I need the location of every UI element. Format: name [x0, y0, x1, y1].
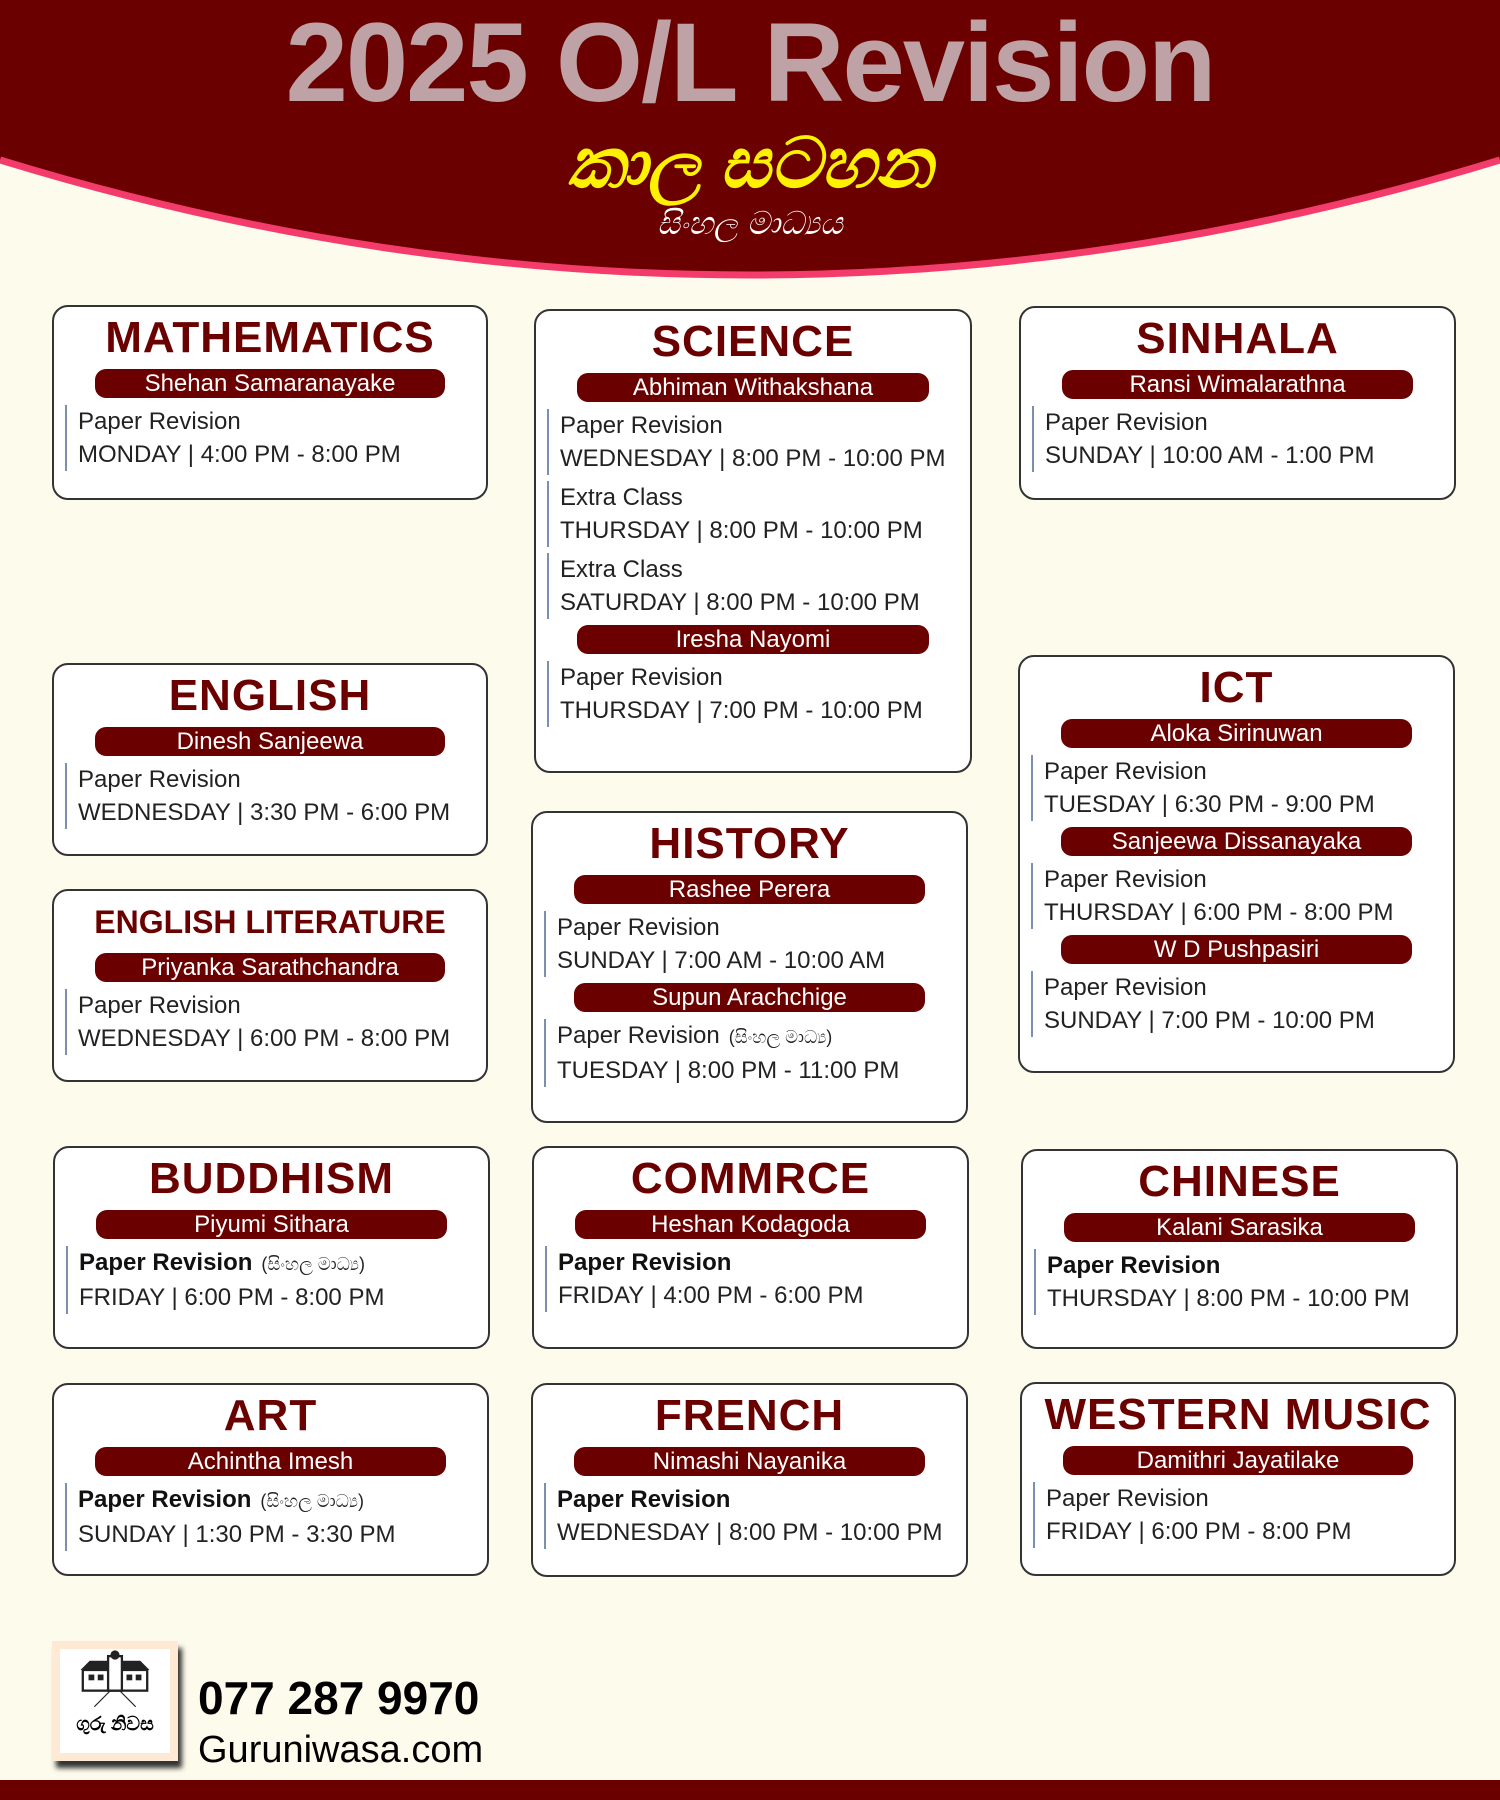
subject-title: ART [223, 1391, 318, 1440]
schedule-entry [545, 1246, 958, 1312]
logo-text: ගුරු නිවස [76, 1714, 154, 1735]
class-type: Paper Revision [1047, 1252, 1221, 1279]
subject-card-ict [1018, 655, 1455, 1073]
class-time: WEDNESDAY | 8:00 PM - 10:00 PM [557, 1519, 943, 1546]
medium-note: (සිංහල මාධ්‍ය) [728, 1027, 833, 1047]
class-time: THURSDAY | 7:00 PM - 10:00 PM [560, 697, 923, 724]
subject-title: BUDDHISM [148, 1154, 395, 1203]
class-type: Paper Revision [79, 1249, 253, 1276]
teacher-name-badge: Shehan Samaranayake [95, 369, 445, 398]
subject-title: FRENCH [654, 1391, 845, 1440]
schedule-entry [544, 1019, 957, 1087]
subject-title: WESTERN MUSIC [1044, 1390, 1432, 1439]
class-type: Paper Revision [1044, 758, 1207, 785]
class-time: TUESDAY | 6:30 PM - 9:00 PM [1044, 791, 1375, 818]
class-time: THURSDAY | 8:00 PM - 10:00 PM [1047, 1285, 1410, 1312]
class-time: FRIDAY | 6:00 PM - 8:00 PM [1046, 1518, 1352, 1545]
class-type: Paper Revision [558, 1249, 732, 1276]
schedule-entry [544, 1483, 957, 1549]
schedule-entry [1032, 406, 1445, 472]
class-type: Paper Revision [560, 664, 723, 691]
teacher-name-badge: Kalani Sarasika [1064, 1213, 1415, 1242]
schedule-entry [65, 1483, 478, 1551]
class-type: Paper Revision [1045, 409, 1208, 436]
medium-note: (සිංහල මාධ්‍ය) [260, 1491, 364, 1511]
teacher-name-badge: Nimashi Nayanika [574, 1447, 925, 1476]
schedule-entry [547, 481, 961, 547]
subject-title: ENGLISH LITERATURE [94, 904, 446, 940]
teacher-name-badge: W D Pushpasiri [1061, 935, 1412, 964]
teacher-name-badge: Heshan Kodagoda [575, 1210, 926, 1239]
class-time: THURSDAY | 8:00 PM - 10:00 PM [560, 517, 923, 544]
teacher-name-badge: Abhiman Withakshana [577, 373, 929, 402]
schedule-entry [1033, 1482, 1445, 1548]
class-type: Paper Revision [78, 766, 241, 793]
building-icon [69, 1649, 161, 1707]
schedule-entry [1031, 971, 1444, 1037]
subject-title: SINHALA [1136, 314, 1339, 363]
teacher-name-badge: Aloka Sirinuwan [1061, 719, 1412, 748]
subject-title: COMMRCE [630, 1154, 871, 1203]
subject-card-english-literature [52, 889, 488, 1082]
class-time: SUNDAY | 1:30 PM - 3:30 PM [78, 1521, 396, 1548]
class-type: Paper Revision [1046, 1485, 1209, 1512]
class-time: WEDNESDAY | 3:30 PM - 6:00 PM [78, 799, 451, 826]
subject-card-art [52, 1383, 489, 1576]
subject-card-chinese [1021, 1149, 1458, 1349]
class-time: FRIDAY | 6:00 PM - 8:00 PM [79, 1284, 385, 1311]
subject-card-buddhism [53, 1146, 490, 1349]
class-time: TUESDAY | 8:00 PM - 11:00 PM [557, 1057, 900, 1084]
footer-bar [0, 1780, 1500, 1800]
teacher-name-badge: Ransi Wimalarathna [1062, 370, 1413, 399]
class-time: THURSDAY | 6:00 PM - 8:00 PM [1044, 899, 1394, 926]
subject-card-commrce [532, 1146, 969, 1349]
schedule-entry [544, 911, 957, 977]
teacher-name-badge: Priyanka Sarathchandra [95, 953, 445, 982]
class-type: Paper Revision [1044, 866, 1207, 893]
class-time: SUNDAY | 7:00 AM - 10:00 AM [557, 947, 886, 974]
phone-number[interactable]: 077 287 9970 [198, 1672, 480, 1724]
teacher-name-badge: Dinesh Sanjeewa [95, 727, 445, 756]
class-type: Paper Revision [557, 1486, 731, 1513]
subject-title: SCIENCE [651, 317, 855, 366]
subject-title: ENGLISH [168, 671, 372, 720]
class-time: WEDNESDAY | 6:00 PM - 8:00 PM [78, 1025, 451, 1052]
subject-card-western-music [1020, 1382, 1456, 1576]
medium-label: සිංහල මාධ්‍යය [657, 205, 843, 241]
teacher-name-badge: Rashee Perera [574, 875, 925, 904]
class-type: Paper Revision [560, 412, 723, 439]
page-subtitle: කාල සටහන [567, 124, 933, 202]
class-type: Paper Revision [78, 408, 241, 435]
class-type: Paper Revision [78, 1486, 252, 1513]
class-time: WEDNESDAY | 8:00 PM - 10:00 PM [560, 445, 946, 472]
subject-card-english [52, 663, 488, 856]
teacher-name-badge: Iresha Nayomi [577, 625, 929, 654]
schedule-entry [547, 553, 961, 619]
class-type: Paper Revision [1044, 974, 1207, 1001]
teacher-name-badge: Sanjeewa Dissanayaka [1061, 827, 1412, 856]
medium-note: (සිංහල මාධ්‍ය) [261, 1254, 365, 1274]
class-type: Paper Revision [557, 1022, 720, 1049]
schedule-entry [1034, 1249, 1447, 1315]
teacher-name-badge: Damithri Jayatilake [1063, 1446, 1413, 1475]
class-type: Paper Revision [78, 992, 241, 1019]
subject-title: CHINESE [1138, 1157, 1341, 1206]
teacher-name-badge: Piyumi Sithara [96, 1210, 447, 1239]
schedule-entry [65, 989, 477, 1055]
subject-card-mathematics [52, 305, 488, 500]
class-type: Extra Class [560, 556, 683, 583]
guruniwasa-logo [52, 1641, 178, 1761]
class-time: FRIDAY | 4:00 PM - 6:00 PM [558, 1282, 864, 1309]
schedule-entry [65, 405, 477, 471]
schedule-entry [65, 763, 477, 829]
subject-title: HISTORY [649, 819, 850, 868]
class-type: Extra Class [560, 484, 683, 511]
class-time: SUNDAY | 10:00 AM - 1:00 PM [1045, 442, 1375, 469]
schedule-entry [1031, 755, 1444, 821]
schedule-entry [547, 409, 961, 475]
class-time: SATURDAY | 8:00 PM - 10:00 PM [560, 589, 920, 616]
schedule-entry [547, 661, 961, 727]
subject-card-french [531, 1383, 968, 1577]
teacher-name-badge: Supun Arachchige [574, 983, 925, 1012]
page-title: 2025 O/L Revision [285, 0, 1215, 125]
subject-card-sinhala [1019, 306, 1456, 500]
class-time: MONDAY | 4:00 PM - 8:00 PM [78, 441, 401, 468]
class-type: Paper Revision [557, 914, 720, 941]
class-time: SUNDAY | 7:00 PM - 10:00 PM [1044, 1007, 1375, 1034]
teacher-name-badge: Achintha Imesh [95, 1447, 446, 1476]
subject-title: ICT [1199, 663, 1274, 712]
schedule-entry [1031, 863, 1444, 929]
subject-title: MATHEMATICS [105, 313, 435, 362]
subject-card-history [531, 811, 968, 1123]
subject-card-science [534, 309, 972, 773]
website-link[interactable]: Guruniwasa.com [198, 1729, 484, 1771]
schedule-entry [66, 1246, 479, 1314]
